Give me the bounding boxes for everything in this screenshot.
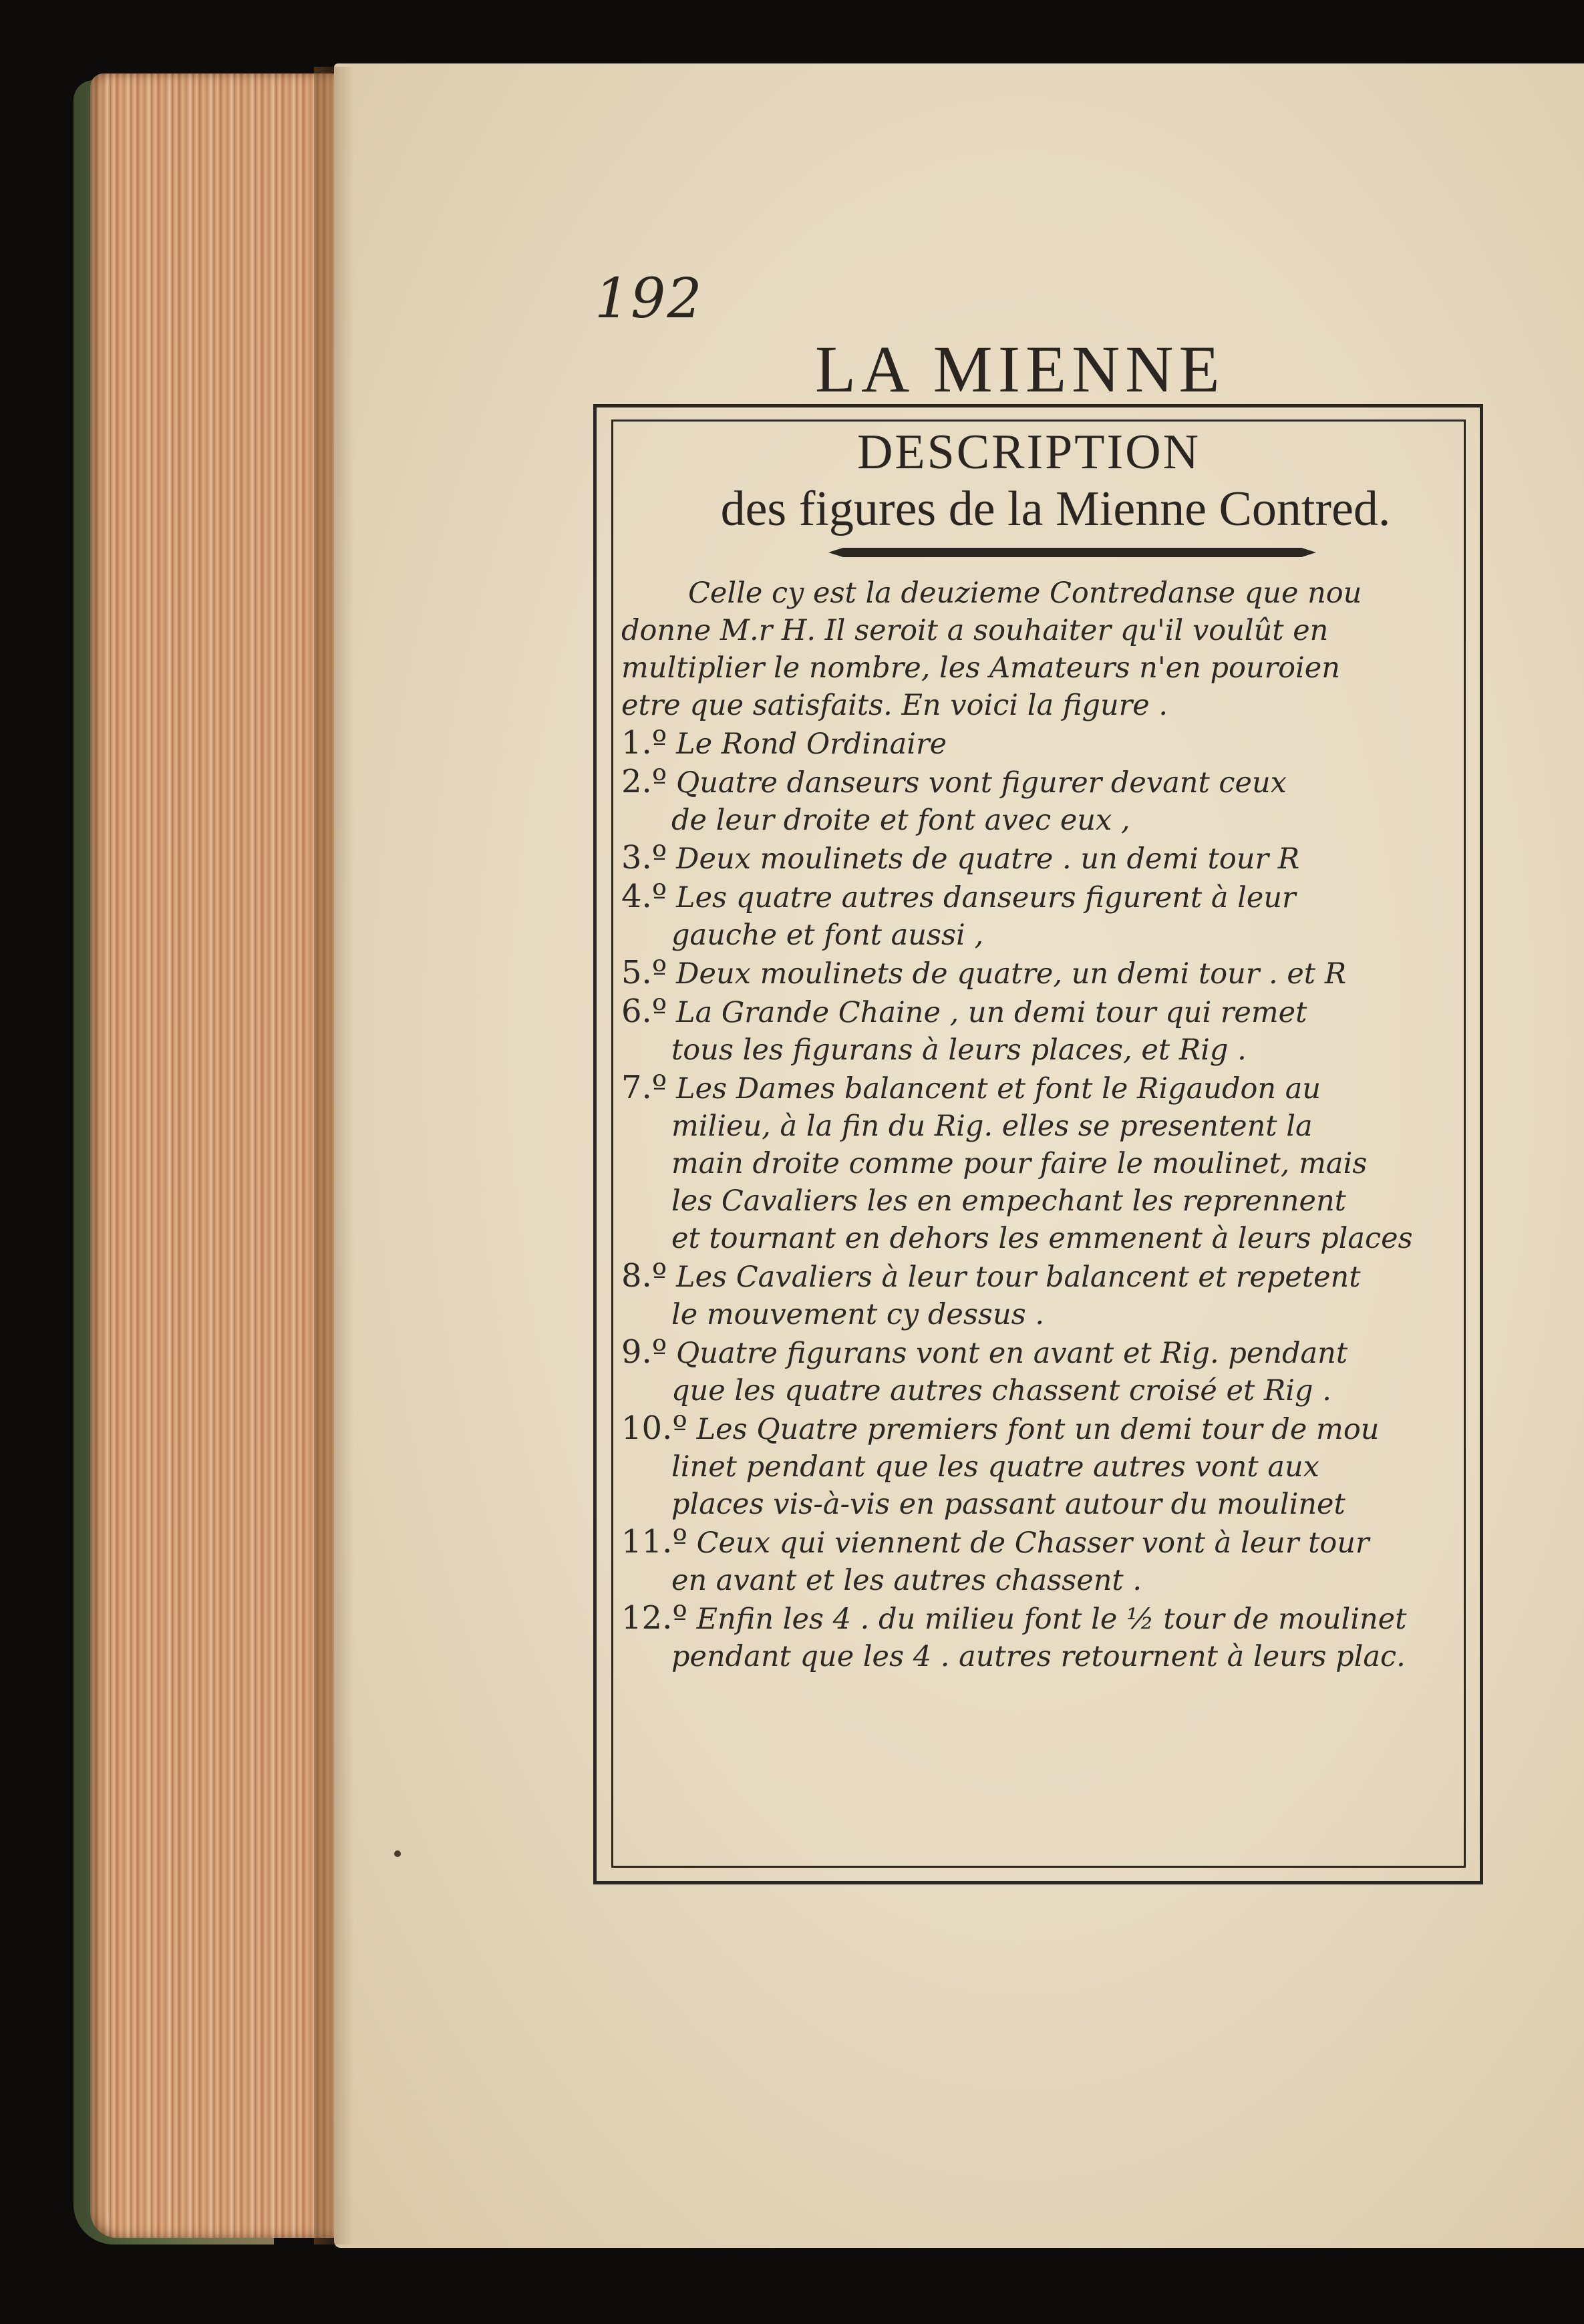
figure-line: Ceux qui viennent de Chasser vont à leur tour xyxy=(696,1526,1370,1560)
figure-item xyxy=(621,1333,1462,1409)
figure-line: les Cavaliers les en empechant les reprennent xyxy=(671,1184,1346,1218)
decorative-rule xyxy=(828,548,1316,557)
description-subheading: des figures de la Mienne Contred. xyxy=(720,482,1391,536)
figure-line: le mouvement cy dessus . xyxy=(671,1298,1045,1331)
figure-item xyxy=(621,1069,1462,1257)
figure-number: 1.º xyxy=(621,724,667,762)
figure-line: Les Quatre premiers font un demi tour de mou xyxy=(696,1413,1380,1446)
figure-line: gauche et font aussi , xyxy=(671,919,984,952)
figure-line: linet pendant que les quatre autres vont aux xyxy=(671,1450,1319,1484)
figure-number: 9.º xyxy=(621,1333,667,1371)
figure-number: 10.º xyxy=(621,1409,687,1447)
figure-line: et tournant en dehors les emmenent à leurs places xyxy=(671,1222,1413,1255)
figure-line: Enfin les 4 . du milieu font le ½ tour de moulinet xyxy=(696,1603,1407,1636)
figure-line: La Grande Chaine , un demi tour qui remet xyxy=(676,996,1307,1029)
figure-description-text xyxy=(621,574,1462,1864)
figure-line: main droite comme pour faire le moulinet, mais xyxy=(671,1147,1368,1180)
running-head: LA MIENNE xyxy=(815,332,1225,406)
figure-line: Quatre danseurs vont figurer devant ceux xyxy=(676,766,1287,800)
figure-number: 5.º xyxy=(621,954,667,991)
figure-line: Le Rond Ordinaire xyxy=(676,727,947,761)
figure-item xyxy=(621,1599,1462,1675)
figure-number: 7.º xyxy=(621,1069,667,1106)
description-heading: DESCRIPTION xyxy=(856,425,1201,480)
page-edges xyxy=(90,73,344,2238)
figure-line: que les quatre autres chassent croisé et Rig . xyxy=(671,1374,1331,1407)
figure-number: 3.º xyxy=(621,839,667,876)
intro-line: etre que satisfaits. En voici la figure . xyxy=(621,689,1168,722)
figure-line: Les Dames balancent et font le Rigaudon au xyxy=(676,1072,1321,1106)
figure-item xyxy=(621,839,1462,878)
figure-number: 4.º xyxy=(621,878,667,915)
figure-line: en avant et les autres chassent . xyxy=(671,1564,1142,1597)
figure-item xyxy=(621,954,1462,993)
figure-number: 8.º xyxy=(621,1257,667,1295)
figure-item xyxy=(621,724,1462,763)
page-number: 192 xyxy=(595,267,703,331)
figure-line: Les Cavaliers à leur tour balancent et repetent xyxy=(676,1261,1361,1294)
intro-line: multiplier le nombre, les Amateurs n'en pouroien xyxy=(621,651,1340,685)
figure-line: Les quatre autres danseurs figurent à leur xyxy=(676,881,1296,915)
intro-line: donne M.r H. Il seroit a souhaiter qu'il voulût en xyxy=(621,614,1329,647)
figure-number: 11.º xyxy=(621,1523,687,1560)
figure-item xyxy=(621,1409,1462,1523)
figure-item xyxy=(621,763,1462,839)
foxing-spot xyxy=(394,1850,401,1857)
figure-number: 6.º xyxy=(621,993,667,1030)
figure-line: places vis-à-vis en passant autour du moulinet xyxy=(671,1488,1345,1521)
figure-line: milieu, à la fin du Rig. elles se presentent la xyxy=(671,1110,1313,1143)
figure-line: Deux moulinets de quatre . un demi tour R xyxy=(676,842,1300,876)
figure-line: pendant que les 4 . autres retournent à leurs plac. xyxy=(671,1640,1406,1673)
book-gutter xyxy=(314,67,354,2245)
figure-line: Deux moulinets de quatre, un demi tour . et R xyxy=(676,957,1347,991)
figure-line: de leur droite et font avec eux , xyxy=(671,804,1130,837)
figure-number: 2.º xyxy=(621,763,667,800)
figure-line: Quatre figurans vont en avant et Rig. pendant xyxy=(676,1337,1348,1370)
figure-item xyxy=(621,1257,1462,1333)
figure-number: 12.º xyxy=(621,1599,687,1637)
figure-item xyxy=(621,1523,1462,1599)
figure-line: tous les figurans à leurs places, et Rig . xyxy=(671,1033,1247,1067)
figure-item xyxy=(621,878,1462,954)
figure-item xyxy=(621,993,1462,1069)
intro-line: Celle cy est la deuzieme Contredanse que nou xyxy=(688,576,1362,610)
